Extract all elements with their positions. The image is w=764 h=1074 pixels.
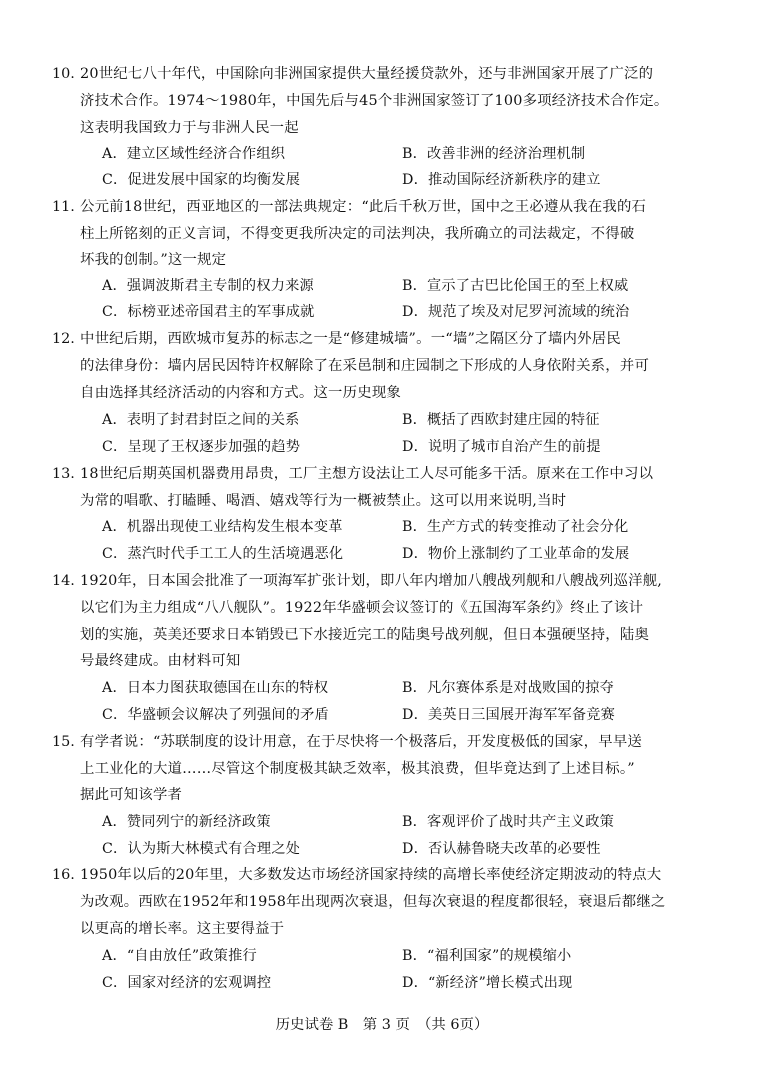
option-c: C．认为斯大林模式有合理之处 [102, 841, 301, 857]
option-d: D．推动国际经济新秩序的建立 [402, 172, 601, 188]
option-a: A．“自由放任”政策推行 [102, 948, 257, 964]
option-c: C．华盛顿会议解决了列强间的矛盾 [102, 707, 329, 723]
question-text-line: 坏我的创制。”这一规定 [80, 252, 227, 268]
question-text-line: 自由选择其经济活动的内容和方式。这一历史现象 [80, 385, 401, 401]
question-text-line: 以它们为主力组成“八八舰队”。1922年华盛顿会议签订的《五国海军条约》终止了该计 [80, 600, 644, 616]
question-text-line: 20世纪七八十年代，中国除向非洲国家提供大量经援贷款外，还与非洲国家开展了广泛的 [80, 66, 654, 82]
question-text-line: 济技术合作。1974～1980年，中国先后与45个非洲国家签订了100多项经济技术合作定。 [80, 93, 669, 109]
option-a: A．建立区域性经济合作组织 [102, 146, 286, 162]
question-text-line: 有学者说：“苏联制度的设计用意，在于尽快将一个极落后，开发度极低的国家，早早送 [80, 734, 643, 750]
option-c: C．促进发展中国家的均衡发展 [102, 172, 301, 188]
option-b: B．凡尔赛体系是对战败国的掠夺 [402, 680, 615, 696]
option-d: D．“新经济”增长模式出现 [402, 975, 573, 991]
question-text-line: 为常的唱歌、打瞌睡、喝酒、嬉戏等行为一概被禁止。这可以用来说明,当时 [80, 493, 567, 509]
option-d: D．否认赫鲁晓夫改革的必要性 [402, 841, 601, 857]
question-text-line: 公元前18世纪，西亚地区的一部法典规定：“此后千秋万世，国中之王必遵从我在我的石 [80, 199, 647, 215]
option-c: C．蒸汽时代手工工人的生活境遇恶化 [102, 546, 344, 562]
option-d: D．美英日三国展开海军军备竞赛 [402, 707, 616, 723]
question-number: 16. [52, 867, 75, 883]
option-a: A．日本力图获取德国在山东的特权 [102, 680, 329, 696]
option-d: D．规范了埃及对尼罗河流域的统治 [402, 304, 630, 320]
question-number: 12. [52, 331, 75, 347]
question-text-line: 1950年以后的20年里，大多数发达市场经济国家持续的高增长率使经济定期波动的特点大 [80, 867, 662, 883]
option-b: B．生产方式的转变推动了社会分化 [402, 519, 629, 535]
question-text-line: 据此可知该学者 [80, 787, 183, 803]
question-text-line: 的法律身份：墙内居民因特许权解除了在采邑制和庄园制之下形成的人身依附关系，并可 [80, 358, 650, 374]
question-number: 13. [52, 466, 75, 482]
option-c: C．国家对经济的宏观调控 [102, 975, 272, 991]
question-text-line: 18世纪后期英国机器费用昂贵，工厂主想方设法让工人尽可能多干活。原来在工作中习以 [80, 466, 654, 482]
question-text-line: 以更高的增长率。这主要得益于 [80, 921, 285, 937]
question-text-line: 中世纪后期，西欧城市复苏的标志之一是“修建城墙”。一“墙”之隔区分了墙内外居民 [80, 331, 621, 347]
option-a: A．赞同列宁的新经济政策 [102, 814, 271, 830]
option-a: A．表明了封君封臣之间的关系 [102, 412, 300, 428]
option-c: C．标榜亚述帝国君主的军事成就 [102, 304, 315, 320]
option-b: B．“福利国家”的规模缩小 [402, 948, 572, 964]
option-d: D．物价上涨制约了工业革命的发展 [402, 546, 630, 562]
option-d: D．说明了城市自治产生的前提 [402, 439, 601, 455]
question-text-line: 划的实施，英美还要求日本销毁已下水接近完工的陆奥号战列舰，但日本强硬坚持，陆奥 [80, 627, 650, 643]
question-text-line: 柱上所铭刻的正义言词，不得变更我所决定的司法判决，我所确立的司法裁定，不得破 [80, 226, 635, 242]
question-number: 11. [52, 199, 75, 215]
option-b: B．宣示了古巴比伦国王的至上权威 [402, 278, 629, 294]
option-a: A．强调波斯君主专制的权力来源 [102, 278, 314, 294]
question-text-line: 这表明我国致力于与非洲人民一起 [80, 120, 299, 136]
question-text-line: 上工业化的大道……尽管这个制度极其缺乏效率，极其浪费，但毕竟达到了上述目标。” [80, 761, 635, 777]
option-b: B．客观评价了战时共产主义政策 [402, 814, 615, 830]
question-text-line: 1920年，日本国会批准了一项海军扩张计划，即八年内增加八艘战列舰和八艘战列巡洋舰, [80, 573, 663, 589]
question-number: 14. [52, 573, 75, 589]
question-number: 15. [52, 734, 75, 750]
option-b: B．概括了西欧封建庄园的特征 [402, 412, 600, 428]
question-text-line: 号最终建成。由材料可知 [80, 653, 241, 669]
page-footer: 历史试卷 B 第 3 页 （共 6页） [275, 1017, 489, 1033]
question-text-line: 为改观。西欧在1952年和1958年出现两次衰退，但每次衰退的程度都很轻，衰退后都继之 [80, 894, 666, 910]
question-number: 10. [52, 66, 75, 82]
option-a: A．机器出现使工业结构发生根本变革 [102, 519, 343, 535]
option-b: B．改善非洲的经济治理机制 [402, 146, 586, 162]
option-c: C．呈现了王权逐步加强的趋势 [102, 439, 301, 455]
